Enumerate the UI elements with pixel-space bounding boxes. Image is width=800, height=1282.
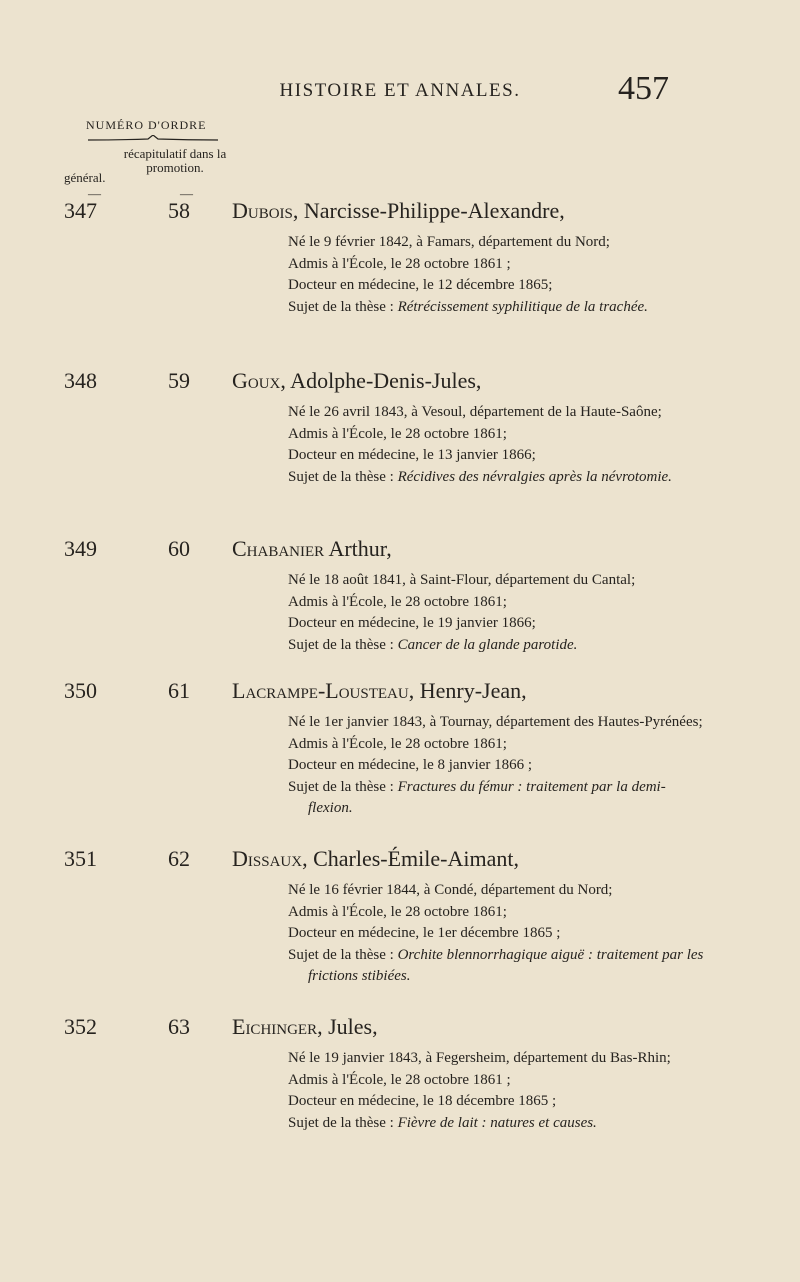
entry-admission: Admis à l'École, le 28 octobre 1861; xyxy=(288,903,507,920)
entry-birth: Né le 16 février 1844, à Condé, département du Nord; xyxy=(288,882,613,898)
entry-number-promotion: 61 xyxy=(168,678,190,703)
entry-number-general: 348 xyxy=(64,368,97,393)
entry-given-names: Arthur, xyxy=(324,536,392,561)
column-brace-icon xyxy=(88,135,218,141)
entry-details xyxy=(288,570,708,656)
entry-name xyxy=(232,536,392,562)
entry-number-promotion: 62 xyxy=(168,846,190,871)
entry-number-general: 352 xyxy=(64,1014,97,1039)
entry-details xyxy=(288,712,708,820)
entry-surname: Goux, xyxy=(232,368,286,393)
thesis-title: Cancer de la glande parotide. xyxy=(397,636,578,653)
entry-surname: Dissaux, xyxy=(232,846,308,871)
entry-thesis xyxy=(288,1113,708,1135)
entry-doctorate: Docteur en médecine, le 18 décembre 1865 ; xyxy=(288,1093,557,1109)
entry-admission: Admis à l'École, le 28 octobre 1861; xyxy=(288,425,507,442)
entry-given-names: Narcisse-Philippe-Alexandre, xyxy=(298,198,565,223)
entry-surname: Lacrampe-Lousteau, xyxy=(232,678,415,703)
entry-number-general: 349 xyxy=(64,536,97,561)
entry-details xyxy=(288,232,708,318)
entry-surname: Dubois, xyxy=(232,198,299,223)
entry-admission: Admis à l'École, le 28 octobre 1861; xyxy=(288,593,507,610)
column-header-promotion: récapitulatif dans la promotion. xyxy=(123,146,227,175)
entry-surname: Chabanier xyxy=(232,536,325,561)
thesis-label: Sujet de la thèse : xyxy=(288,298,398,315)
thesis-title: Fièvre de lait : natures et causes. xyxy=(397,1114,597,1131)
entry-name xyxy=(232,846,519,872)
entry-details xyxy=(288,880,708,988)
entry-birth: Né le 18 août 1841, à Saint-Flour, département du Cantal; xyxy=(288,572,636,588)
entry-given-names: Henry-Jean, xyxy=(414,678,527,703)
column-header-general: général. xyxy=(64,170,106,185)
entry-details xyxy=(288,402,708,488)
entry-thesis xyxy=(288,635,708,657)
entry-doctorate: Docteur en médecine, le 8 janvier 1866 ; xyxy=(288,757,533,773)
entry-birth: Né le 19 janvier 1843, à Fegersheim, département du Bas-Rhin; xyxy=(288,1050,671,1066)
thesis-label: Sujet de la thèse : xyxy=(288,1114,398,1131)
entry-doctorate: Docteur en médecine, le 13 janvier 1866; xyxy=(288,447,536,463)
entry-details xyxy=(288,1048,708,1134)
column-dash-general: — xyxy=(88,186,101,201)
entry-number-promotion: 63 xyxy=(168,1014,190,1039)
entry-name xyxy=(232,678,527,704)
thesis-label: Sujet de la thèse : xyxy=(288,946,398,963)
thesis-title: Orchite blennorrhagique aiguë : traitement par les frictions stibiées. xyxy=(308,946,704,984)
column-dash-promotion: — xyxy=(180,186,193,201)
entry-name xyxy=(232,368,481,394)
thesis-label: Sujet de la thèse : xyxy=(288,636,398,653)
entry-birth: Né le 9 février 1842, à Famars, département du Nord; xyxy=(288,234,610,250)
running-title: HISTOIRE ET ANNALES. xyxy=(279,80,521,101)
entry-thesis xyxy=(288,467,708,489)
entry-birth: Né le 1er janvier 1843, à Tournay, département des Hautes-Pyrénées; xyxy=(288,714,703,730)
thesis-label: Sujet de la thèse : xyxy=(288,468,398,485)
entry-given-names: Charles-Émile-Aimant, xyxy=(307,846,519,871)
entry-number-general: 350 xyxy=(64,678,97,703)
entry-number-general: 351 xyxy=(64,846,97,871)
thesis-label: Sujet de la thèse : xyxy=(288,778,398,795)
entry-thesis xyxy=(288,945,708,988)
entry-surname: Eichinger, xyxy=(232,1014,323,1039)
entry-admission: Admis à l'École, le 28 octobre 1861 ; xyxy=(288,1071,511,1088)
entry-doctorate: Docteur en médecine, le 1er décembre 1865 ; xyxy=(288,925,561,941)
entry-number-promotion: 60 xyxy=(168,536,190,561)
entry-number-promotion: 59 xyxy=(168,368,190,393)
entry-number-promotion: 58 xyxy=(168,198,190,223)
entry-given-names: Adolphe-Denis-Jules, xyxy=(285,368,482,393)
thesis-title: Récidives des névralgies après la névrotomie. xyxy=(397,468,672,485)
column-group-title: NUMÉRO D'ORDRE xyxy=(86,118,207,132)
entry-thesis xyxy=(288,777,708,820)
entry-birth: Né le 26 avril 1843, à Vesoul, département de la Haute-Saône; xyxy=(288,404,662,420)
entry-admission: Admis à l'École, le 28 octobre 1861 ; xyxy=(288,255,511,272)
entry-admission: Admis à l'École, le 28 octobre 1861; xyxy=(288,735,507,752)
entry-number-general: 347 xyxy=(64,198,97,223)
entry-thesis xyxy=(288,297,708,319)
entry-doctorate: Docteur en médecine, le 19 janvier 1866; xyxy=(288,615,536,631)
entry-name xyxy=(232,1014,378,1040)
entry-name xyxy=(232,198,565,224)
entry-given-names: Jules, xyxy=(322,1014,378,1039)
entry-doctorate: Docteur en médecine, le 12 décembre 1865; xyxy=(288,277,553,293)
page-number: 457 xyxy=(618,70,669,107)
thesis-title: Fractures du fémur : traitement par la demi-flexion. xyxy=(308,778,666,816)
thesis-title: Rétrécissement syphilitique de la trachée. xyxy=(397,298,648,315)
